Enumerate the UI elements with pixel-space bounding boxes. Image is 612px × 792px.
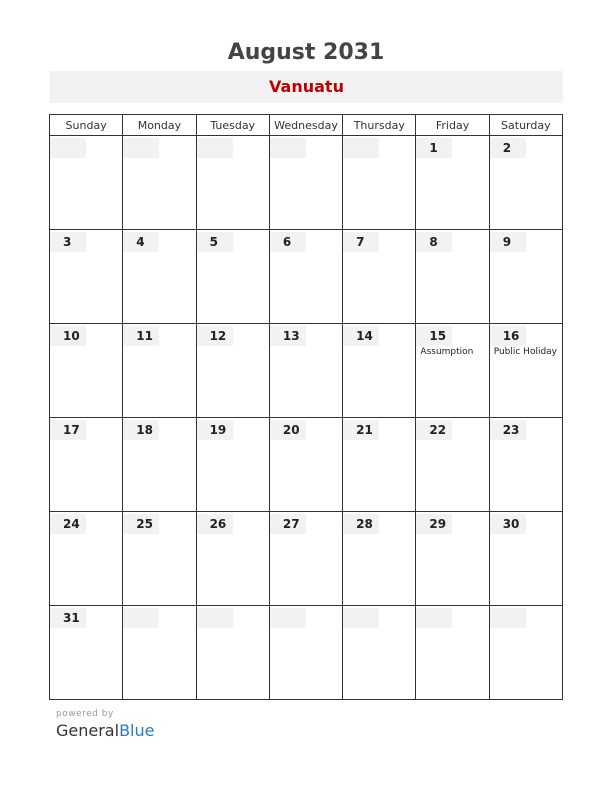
calendar-grid [49, 114, 563, 700]
empty-day-cell [196, 606, 269, 700]
day-cell [123, 512, 196, 606]
day-number: 8 [416, 232, 452, 252]
day-cell [50, 418, 123, 512]
day-number: 20 [270, 420, 306, 440]
empty-day-cell [50, 136, 123, 230]
day-number: 18 [123, 420, 159, 440]
day-cell [343, 418, 416, 512]
day-cell [196, 324, 269, 418]
day-cell [416, 324, 489, 418]
blank-day-marker [197, 608, 233, 628]
empty-day-cell [416, 606, 489, 700]
day-cell [343, 512, 416, 606]
day-number: 7 [343, 232, 379, 252]
day-number: 31 [50, 608, 86, 628]
day-cell [489, 230, 562, 324]
weekday-friday: Friday [416, 115, 489, 136]
day-cell [489, 136, 562, 230]
holiday-label: Assumption [420, 347, 474, 357]
blank-day-marker [270, 608, 306, 628]
weekday-saturday: Saturday [489, 115, 562, 136]
blank-day-marker [50, 138, 86, 158]
week-row [50, 136, 563, 230]
day-cell [50, 324, 123, 418]
day-number: 23 [490, 420, 526, 440]
generalblue-logo [56, 721, 154, 740]
day-cell [416, 418, 489, 512]
day-number: 2 [490, 138, 526, 158]
blank-day-marker [123, 608, 159, 628]
empty-day-cell [343, 136, 416, 230]
blank-day-marker [343, 138, 379, 158]
day-cell [123, 418, 196, 512]
day-number: 29 [416, 514, 452, 534]
day-number: 12 [197, 326, 233, 346]
day-cell [269, 418, 342, 512]
holiday-label: Public Holiday [493, 347, 558, 357]
brand-general: General [56, 721, 120, 740]
day-number: 3 [50, 232, 86, 252]
day-number: 27 [270, 514, 306, 534]
blank-day-marker [490, 608, 526, 628]
empty-day-cell [269, 606, 342, 700]
day-cell [269, 324, 342, 418]
week-row [50, 512, 563, 606]
brand-blue: Blue [119, 721, 155, 740]
empty-day-cell [123, 136, 196, 230]
day-number: 5 [197, 232, 233, 252]
day-number: 26 [197, 514, 233, 534]
day-cell [489, 418, 562, 512]
day-number: 30 [490, 514, 526, 534]
day-number: 10 [50, 326, 86, 346]
weekday-header-row [50, 115, 563, 136]
country-name: Vanuatu [50, 71, 563, 103]
day-cell [416, 136, 489, 230]
empty-day-cell [196, 136, 269, 230]
day-cell [123, 230, 196, 324]
day-number: 6 [270, 232, 306, 252]
day-number: 16 [490, 326, 526, 346]
weekday-tuesday: Tuesday [196, 115, 269, 136]
day-number: 4 [123, 232, 159, 252]
week-row [50, 606, 563, 700]
day-number: 25 [123, 514, 159, 534]
day-cell [489, 512, 562, 606]
day-number: 1 [416, 138, 452, 158]
blank-day-marker [197, 138, 233, 158]
day-number: 19 [197, 420, 233, 440]
day-cell [269, 230, 342, 324]
day-number: 28 [343, 514, 379, 534]
day-cell [50, 606, 123, 700]
week-row [50, 418, 563, 512]
day-number: 13 [270, 326, 306, 346]
day-cell [50, 512, 123, 606]
empty-day-cell [269, 136, 342, 230]
footer [56, 709, 154, 740]
day-cell [269, 512, 342, 606]
blank-day-marker [123, 138, 159, 158]
day-cell [343, 324, 416, 418]
day-cell [123, 324, 196, 418]
day-number: 15 [416, 326, 452, 346]
day-cell [50, 230, 123, 324]
empty-day-cell [343, 606, 416, 700]
day-cell [196, 512, 269, 606]
week-row [50, 230, 563, 324]
weekday-thursday: Thursday [343, 115, 416, 136]
day-cell [489, 324, 562, 418]
day-number: 24 [50, 514, 86, 534]
powered-by-text: powered by [56, 709, 114, 719]
day-number: 17 [50, 420, 86, 440]
day-cell [343, 230, 416, 324]
week-row [50, 324, 563, 418]
day-cell [196, 230, 269, 324]
day-cell [196, 418, 269, 512]
weekday-wednesday: Wednesday [269, 115, 342, 136]
day-cell [416, 230, 489, 324]
empty-day-cell [489, 606, 562, 700]
blank-day-marker [416, 608, 452, 628]
blank-day-marker [343, 608, 379, 628]
day-cell [416, 512, 489, 606]
day-number: 14 [343, 326, 379, 346]
calendar-title: August 2031 [227, 40, 385, 65]
weekday-monday: Monday [123, 115, 196, 136]
weekday-sunday: Sunday [50, 115, 123, 136]
blank-day-marker [270, 138, 306, 158]
empty-day-cell [123, 606, 196, 700]
day-number: 22 [416, 420, 452, 440]
day-number: 11 [123, 326, 159, 346]
day-number: 9 [490, 232, 526, 252]
day-number: 21 [343, 420, 379, 440]
